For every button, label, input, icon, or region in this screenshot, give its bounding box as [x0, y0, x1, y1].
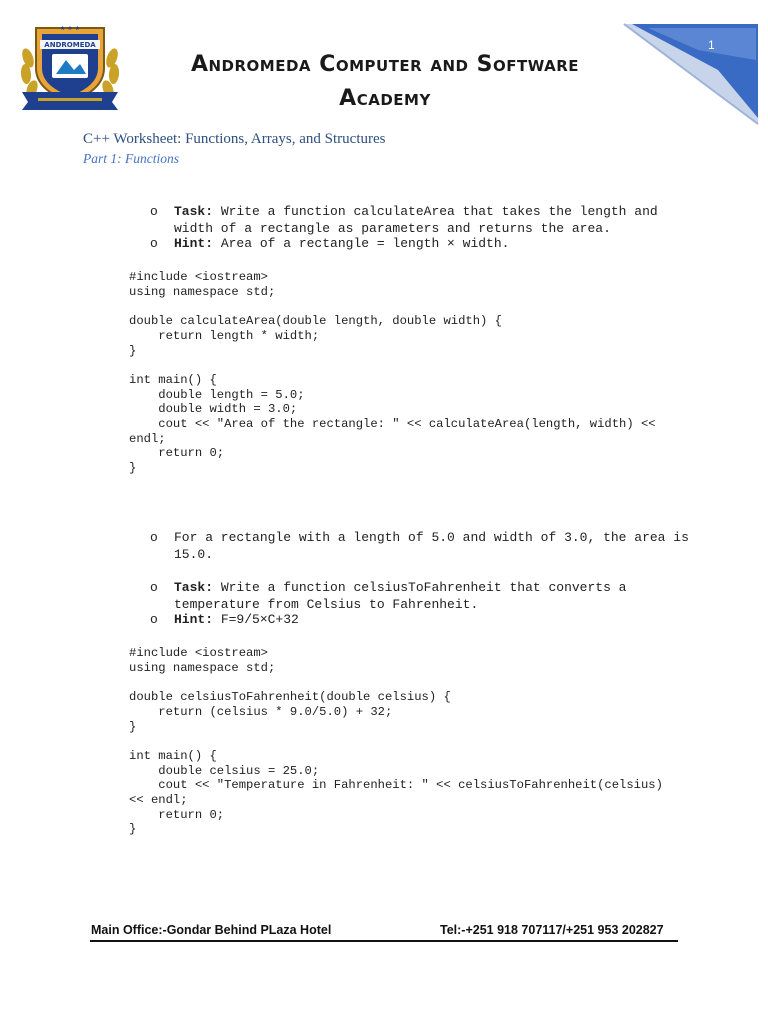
academy-logo: [18, 18, 122, 112]
hint2-bullet: [150, 612, 690, 629]
hint1-bullet: [150, 236, 690, 253]
footer-divider: [90, 940, 678, 942]
task-text: Write a function calculateArea that takes the length and width of a rectangle as parameters and returns the area.: [174, 204, 658, 236]
svg-text:★ ★ ★: ★ ★ ★: [60, 25, 80, 32]
task-label: Task:: [174, 580, 214, 595]
code-block-area: #include <iostream> using namespace std; double calculateArea(double length, double width) { return length * width; } int main() { double length = 5.0; double width = 3.0; cout << "Area of the rectangle: " << calculateArea(length, width) << endl; return 0; }: [129, 270, 656, 476]
corner-decoration: [588, 0, 768, 130]
task1-bullet: [150, 204, 690, 237]
logo-text: ANDROMEDA: [44, 41, 96, 49]
worksheet-title: C++ Worksheet: Functions, Arrays, and Structures: [83, 131, 386, 147]
task-label: Task:: [174, 204, 214, 219]
task2-bullet: [150, 580, 690, 613]
hint-label: Hint:: [174, 236, 214, 251]
academy-name-line2: Academy: [339, 86, 431, 111]
academy-name-line1: Andromeda Computer and Software: [190, 52, 580, 77]
footer-phone: Tel:-+251 918 707117/+251 953 202827: [440, 923, 664, 937]
bullet-mark: o: [150, 530, 158, 545]
code-block-fahrenheit: #include <iostream> using namespace std; double celsiusToFahrenheit(double celsius) { return (celsius * 9.0/5.0) + 32; } int main() { double celsius = 25.0; cout << "Temperature in Fahrenheit: " << celsiusToFahrenheit(celsius) << endl; return 0; }: [129, 646, 663, 837]
bullet-mark: o: [150, 236, 158, 251]
bullet-mark: o: [150, 612, 158, 627]
hint-text: Area of a rectangle = length × width.: [213, 236, 510, 251]
part-title: Part 1: Functions: [83, 151, 179, 166]
result1-bullet: [150, 530, 690, 563]
bullet-mark: o: [150, 580, 158, 595]
bullet-mark: o: [150, 204, 158, 219]
result-text: For a rectangle with a length of 5.0 and width of 3.0, the area is 15.0.: [174, 530, 689, 562]
task-text: Write a function celsiusToFahrenheit that converts a temperature from Celsius to Fahrenheit.: [174, 580, 627, 612]
hint-label: Hint:: [174, 612, 214, 627]
hint-text: F=9/5×C+32: [213, 612, 299, 627]
page-number: 1: [708, 38, 715, 52]
footer-office: Main Office:-Gondar Behind PLaza Hotel: [91, 923, 332, 937]
